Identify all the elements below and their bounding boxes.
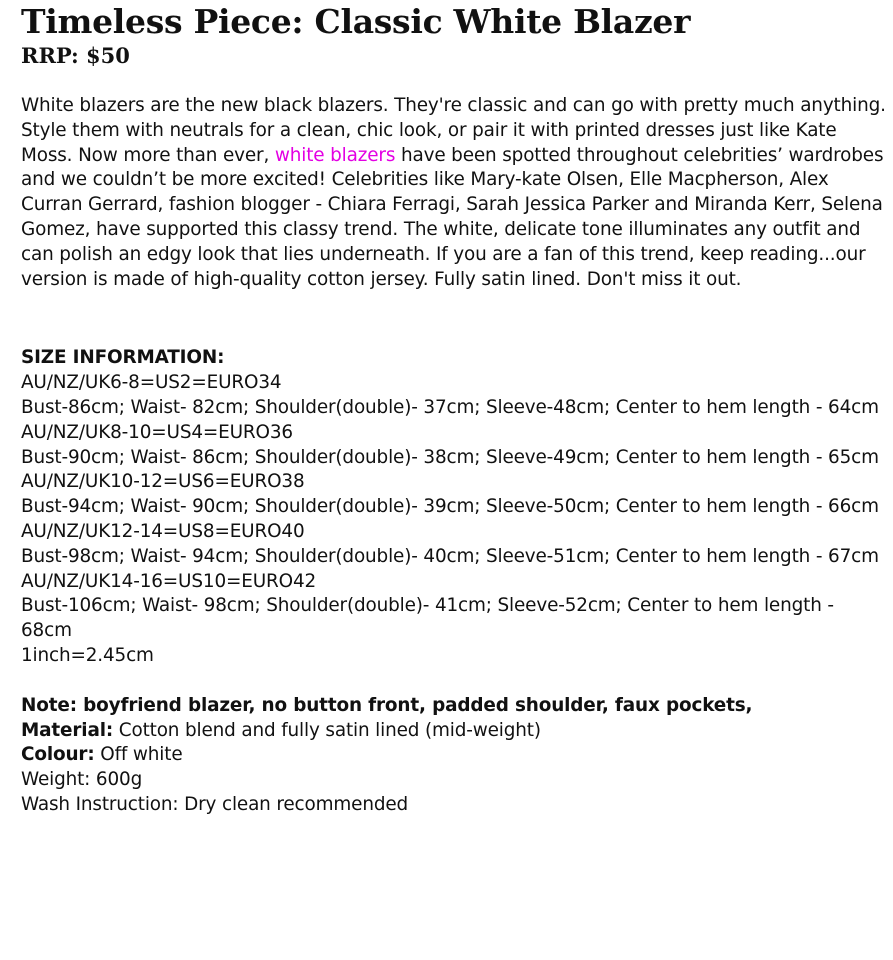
- weight-row: Weight: 600g: [21, 769, 143, 791]
- material-value: Cotton blend and fully satin lined (mid-weight): [113, 719, 541, 741]
- product-details: [21, 694, 889, 818]
- size-measurements: Bust-86cm; Waist- 82cm; Shoulder(double)- 37cm; Sleeve-48cm; Center to hem length - 64cm: [21, 396, 879, 418]
- colour-label: Colour:: [21, 744, 95, 766]
- white-blazers-link[interactable]: white blazers: [274, 144, 396, 166]
- size-measurements: Bust-98cm; Waist- 94cm; Shoulder(double)- 40cm; Sleeve-51cm; Center to hem length - 67cm: [21, 545, 879, 567]
- product-title: Timeless Piece: Classic White Blazer: [21, 2, 691, 41]
- product-price: RRP: $50: [21, 43, 130, 68]
- colour-row: [21, 743, 889, 768]
- description-paragraph: [21, 94, 889, 292]
- size-info-heading: SIZE INFORMATION:: [21, 347, 225, 369]
- size-measurements: Bust-106cm; Waist- 98cm; Shoulder(double)- 41cm; Sleeve-52cm; Center to hem length - 68cm: [21, 595, 834, 642]
- size-measurements: Bust-90cm; Waist- 86cm; Shoulder(double)- 38cm; Sleeve-49cm; Center to hem length - 65cm: [21, 446, 879, 468]
- wash-instruction-row: Wash Instruction: Dry clean recommended: [21, 793, 409, 815]
- product-note: [21, 694, 889, 719]
- size-measurements: Bust-94cm; Waist- 90cm; Shoulder(double)- 39cm; Sleeve-50cm; Center to hem length - 66cm: [21, 496, 879, 518]
- unit-conversion: 1inch=2.45cm: [21, 644, 154, 666]
- colour-value: Off white: [94, 744, 183, 766]
- size-label: AU/NZ/UK8-10=US4=EURO36: [21, 421, 293, 443]
- description-text-end: have been spotted throughout celebrities’ wardrobes and we couldn’t be more excited! Celebrities like Mary-kate Olsen, Elle Macpherson, Alex Curran Gerrard, fashion blogger - Chiara Ferragi, Sarah Jessica Parker and Miranda Kerr, Selena Gomez, have supported this classy trend. The white, delicate tone illuminates any outfit and can polish an edgy look that lies underneath. If you are a fan of this trend, keep reading...our version is made of high-quality cotton jersey. Fully satin lined. Don't miss it out.: [21, 144, 884, 290]
- product-description: [21, 0, 889, 818]
- note-text: Note: boyfriend blazer, no button front, padded shoulder, faux pockets,: [21, 694, 753, 716]
- size-label: AU/NZ/UK6-8=US2=EURO34: [21, 372, 282, 394]
- size-information: [21, 346, 889, 668]
- size-label: AU/NZ/UK10-12=US6=EURO38: [21, 471, 305, 493]
- description-text-start: White blazers are the new black blazers. They're classic and can go with pretty much anything. Style them with neutrals for a clean, chic look, or pair it with printed dresses just like Kate Moss. Now more than ever,: [21, 95, 886, 166]
- material-label: Material:: [21, 719, 114, 741]
- material-row: [21, 719, 889, 744]
- size-label: AU/NZ/UK12-14=US8=EURO40: [21, 520, 305, 542]
- size-label: AU/NZ/UK14-16=US10=EURO42: [21, 570, 317, 592]
